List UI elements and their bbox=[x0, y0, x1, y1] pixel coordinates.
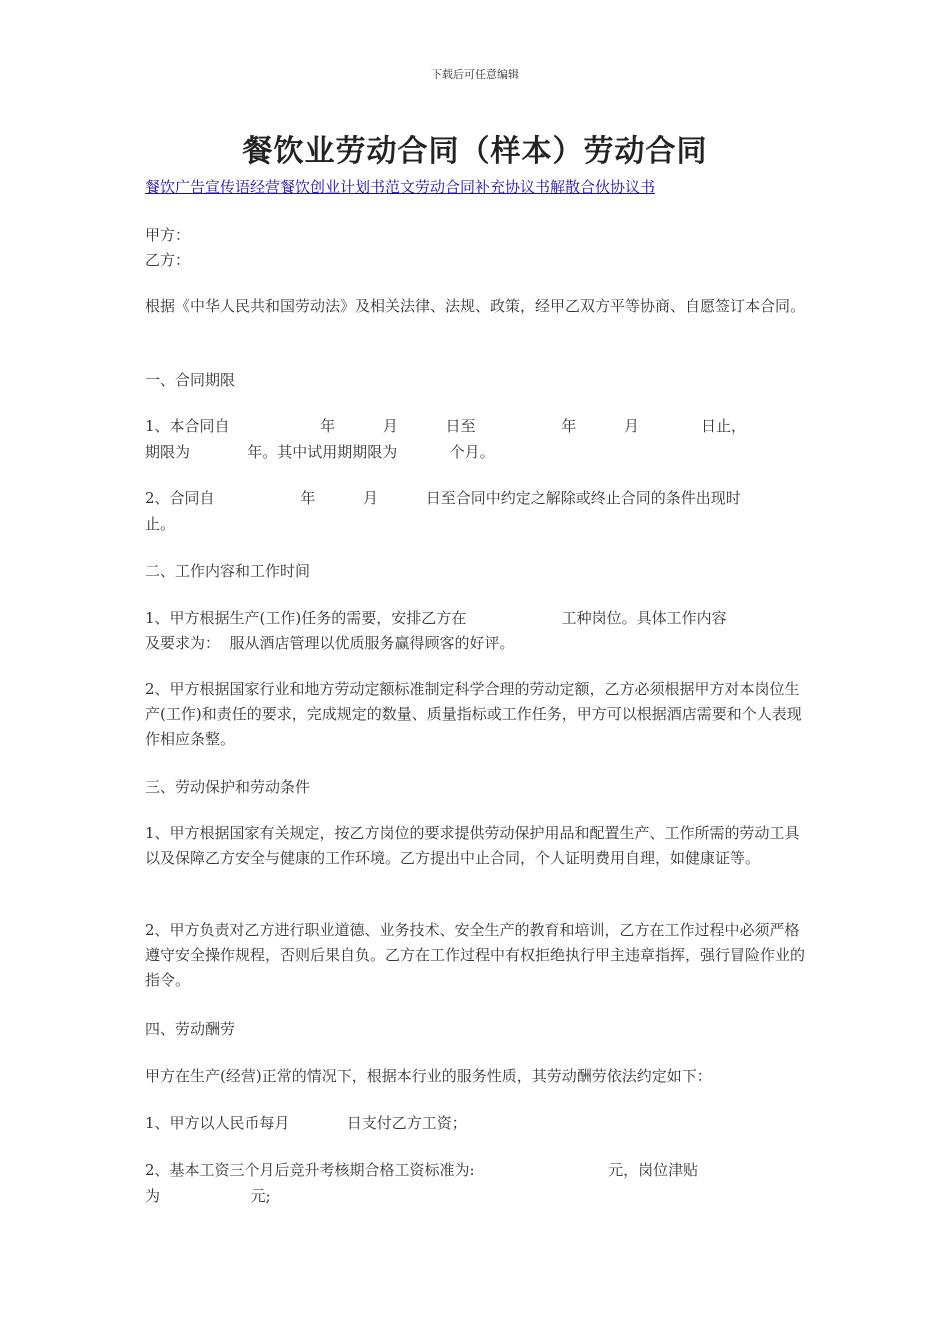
link-ad-slogan[interactable]: 餐饮广告宣传语 bbox=[145, 178, 251, 196]
link-business-plan[interactable]: 经营餐饮创业计划书范文 bbox=[250, 178, 416, 196]
link-dissolution-agreement[interactable]: 解散合伙协议书 bbox=[550, 178, 656, 196]
term-clause-2-line-2: 止。 bbox=[145, 515, 176, 533]
section-4-heading: 四、劳动酬劳 bbox=[145, 1020, 236, 1038]
term-clause-2-line-1: 2、合同自 年 月 日至合同中约定之解除或终止合同的条件出现时 bbox=[145, 489, 741, 507]
work-clause-1-line-1: 1、甲方根据生产(工作)任务的需要，安排乙方在 工种岗位。具体工作内容 bbox=[145, 609, 727, 627]
section-3-heading: 三、劳动保护和劳动条件 bbox=[145, 778, 311, 796]
link-supplement-agreement[interactable]: 劳动合同补充协议书 bbox=[415, 178, 551, 196]
term-clause-1-line-2: 期限为 年。其中试用期期限为 个月。 bbox=[145, 443, 495, 461]
protection-clause-2: 2、甲方负责对乙方进行职业道德、业务技术、安全生产的教育和培训，乙方在工作过程中必须严格遵守安全操作规程，否则后果自负。乙方在工作过程中有权拒绝执行甲主违章指挥，强行冒险作业的指令。 bbox=[145, 921, 806, 989]
section-2-heading: 二、工作内容和工作时间 bbox=[145, 562, 311, 580]
intro-paragraph: 根据《中华人民共和国劳动法》及相关法律、法规、政策，经甲乙双方平等协商、自愿签订本合同。 bbox=[145, 297, 806, 315]
party-a-label: 甲方： bbox=[145, 226, 191, 244]
work-clause-1-line-2: 及要求为： 服从酒店管理以优质服务赢得顾客的好评。 bbox=[145, 634, 515, 652]
header-note: 下载后可任意编辑 bbox=[431, 68, 519, 81]
pay-clause-2-line-1: 2、基本工资三个月后竞升考核期合格工资标准为: 元，岗位津贴 bbox=[145, 1161, 699, 1179]
pay-intro: 甲方在生产(经营)正常的情况下，根据本行业的服务性质，其劳动酬劳依法约定如下： bbox=[145, 1067, 712, 1085]
pay-clause-2-line-2: 为 元; bbox=[145, 1187, 271, 1205]
section-1-heading: 一、合同期限 bbox=[145, 371, 236, 389]
document-title: 餐饮业劳动合同（样本）劳动合同 bbox=[242, 134, 708, 169]
related-links bbox=[145, 176, 655, 197]
party-b-label: 乙方： bbox=[145, 251, 191, 269]
pay-clause-1: 1、甲方以人民币每月 日支付乙方工资； bbox=[145, 1114, 467, 1132]
term-clause-1-line-1: 1、本合同自 年 月 日至 年 月 日止， bbox=[145, 417, 746, 435]
work-clause-2: 2、甲方根据国家行业和地方劳动定额标准制定科学合理的劳动定额，乙方必须根据甲方对本岗位生产(工作)和责任的要求，完成规定的数量、质量指标或工作任务，甲方可以根据酒店需要和个人表现作相应条整。 bbox=[145, 680, 802, 748]
protection-clause-1: 1、甲方根据国家有关规定，按乙方岗位的要求提供劳动保护用品和配置生产、工作所需的劳动工具以及保障乙方安全与健康的工作环境。乙方提出中止合同，个人证明费用自理，如健康证等。 bbox=[145, 824, 800, 867]
